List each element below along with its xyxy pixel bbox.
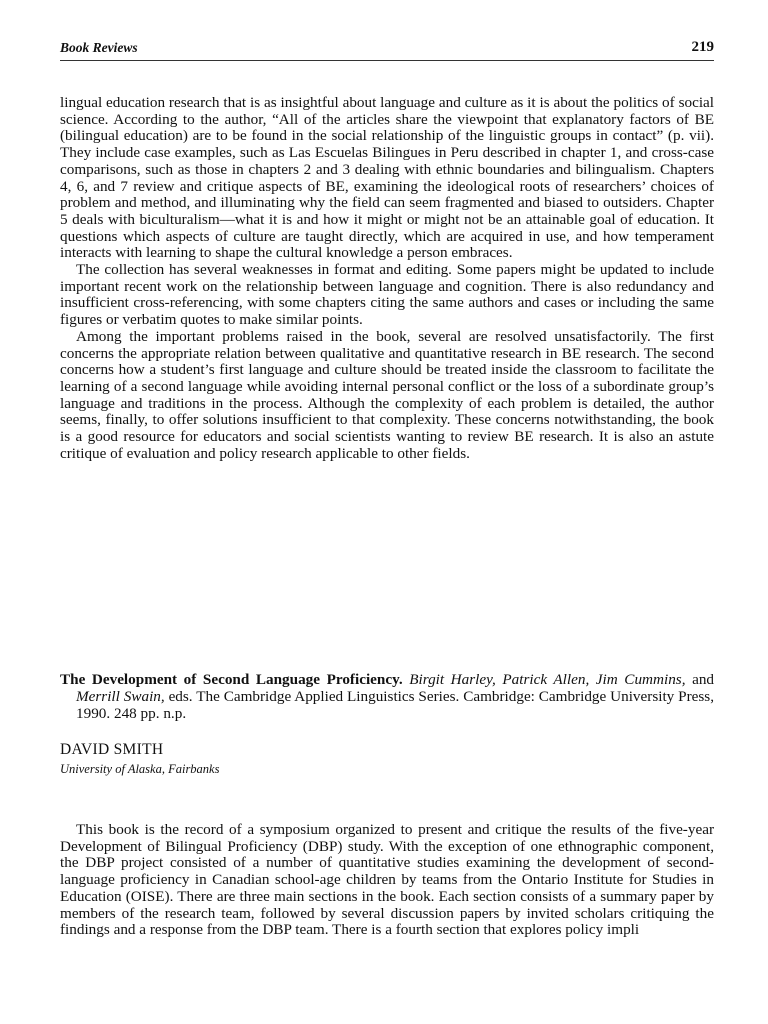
book-editor-last: Merrill Swain,	[76, 688, 165, 705]
review-text	[60, 822, 714, 939]
reviewer-affiliation: University of Alaska, Fairbanks	[60, 762, 220, 776]
running-head: Book Reviews	[60, 40, 138, 55]
book-title: The Development of Second Language Proficiency.	[60, 671, 403, 688]
review-paragraph: Among the important problems raised in the book, several are resolved unsatisfactorily. The first concerns the appropriate relation between qualitative and quantitative research in BE research. The second concerns how a student’s first language and culture should be treated inside the classroom to facilitate the learning of a second language while avoiding internal personal conflict or the loss of a subordinate group’s language and traditions in the process. Although the complexity of each problem is detailed, the author seems, finally, to offer solutions insufficient to that complexity. These concerns notwithstanding, the book is a good resource for educators and social scientists wanting to review BE research. It is also an astute critique of evaluation and policy research applicable to other fields.	[60, 327, 714, 462]
page-header	[60, 38, 714, 61]
review-continuation-text	[60, 95, 714, 462]
editors-conjunction: and	[685, 671, 715, 688]
reviewer-name: DAVID SMITH	[60, 741, 164, 758]
page-number: 219	[691, 39, 714, 55]
review-paragraph: This book is the record of a symposium organized to present and critique the results of the five-year Development of Bilingual Proficiency (DBP) study. With the exception of one ethnographic component, the DBP project consisted of a number of quantitative studies examining the development of second-language proficiency in Canadian school-age children by teams from the Ontario Institute for Studies in Education (OISE). There are three main sections in the book. Each section consists of a summary paper by members of the research team, followed by several discussion papers by invited scholars critiquing the findings and a response from the DBP team. There is a fourth section that explores policy impli	[60, 821, 714, 939]
book-editors: Birgit Harley, Patrick Allen, Jim Cummins,	[409, 671, 686, 688]
review-paragraph: lingual education research that is as insightful about language and culture as it is about the politics of social science. According to the author, “All of the articles share the viewpoint that explanatory factors of BE (bilingual education) are to be found in the social relationship of the linguistic groups in contact” (p. vii). They include case examples, such as Las Escuelas Bilingues in Peru described in chapter 1, and cross-case comparisons, such as those in chapters 2 and 3 dealing with ethnic boundaries and bilingualism. Chapters 4, 6, and 7 review and critique aspects of BE, examining the ideological roots of researchers’ choices of problem and method, and illuminating why the field can seem fragmented and biased to outsiders. Chapter 5 deals with biculturalism—what it is and how it might or might not be an attainable goal of education. It questions which aspects of culture are taught directly, which are acquired in use, and how temperament interacts with learning to shape the cultural knowledge a person embraces.	[60, 94, 714, 262]
book-citation	[60, 671, 714, 722]
review-paragraph: The collection has several weaknesses in format and editing. Some papers might be updated to include important recent work on the relationship between language and cognition. There is also redundancy and insufficient cross-referencing, with some chapters citing the same authors and cases or including the same figures or verbatim quotes to make similar points.	[60, 261, 714, 329]
publication-details: eds. The Cambridge Applied Linguistics Series. Cambridge: Cambridge University Press, 1990. 248 pp. n.p.	[76, 688, 714, 722]
